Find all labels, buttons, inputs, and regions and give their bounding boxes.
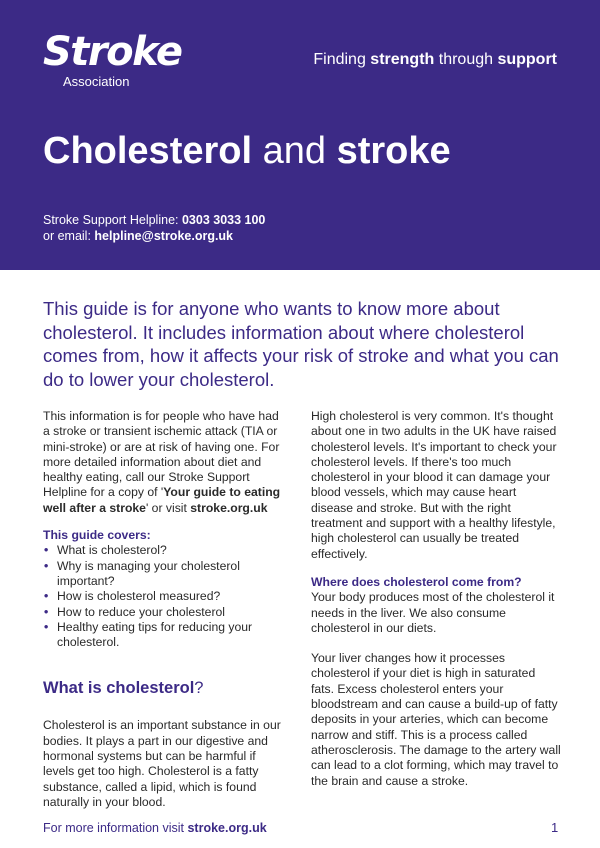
stroke-association-logo[interactable]	[43, 29, 182, 89]
bullet-icon: •	[44, 619, 49, 634]
header-banner	[0, 0, 600, 270]
intro-paragraph: This guide is for anyone who wants to know more about cholesterol. It includes information about where cholesterol comes from, how it affects your risk of stroke and what you can do to lower your cholesterol.	[43, 298, 559, 390]
section-heading: What is cholesterol?	[43, 679, 204, 698]
tagline: Finding strength through support	[313, 51, 557, 68]
helpline-email-link[interactable]: helpline@stroke.org.uk	[94, 229, 234, 243]
prevalence-paragraph: High cholesterol is very common. It's thought about one in two adults in the UK have raised cholesterol levels. It's important to check your cholesterol levels. If there's too much cholesterol in your blood it can damage your blood vessels, which may cause heart disease and stroke. But with the right treatment and support with a healthy lifestyle, high cholesterol can usually be treated effectively.	[311, 409, 557, 561]
sources-heading: Where does cholesterol come from?	[311, 574, 522, 589]
bullet-icon: •	[44, 543, 49, 558]
website-link[interactable]: stroke.org.uk	[190, 500, 268, 515]
list-item: • Why is managing your cholesterol important?	[44, 558, 240, 588]
left-column	[43, 409, 288, 810]
covers-heading: This guide covers:	[43, 528, 151, 543]
bullet-icon: •	[44, 589, 49, 604]
right-column	[311, 409, 561, 789]
page-number: 1	[551, 820, 559, 835]
helpline-info: Stroke Support Helpline: 0303 3033 100 or email: helpline@stroke.org.uk	[43, 213, 266, 243]
sources-paragraph: Your body produces most of the cholesterol it needs in the liver. We also consume cholesterol in our diets.	[311, 590, 555, 635]
page-title: Cholesterol and stroke	[43, 130, 451, 172]
footer: For more information visit stroke.org.uk	[43, 821, 267, 835]
list-item: • How is cholesterol measured?	[44, 589, 221, 604]
list-item: • Healthy eating tips for reducing your cholesterol.	[44, 619, 253, 650]
liver-paragraph: Your liver changes how it processes cholesterol if your diet is high in saturated fats. Excess cholesterol enters your bloodstream and can cause a build-up of fatty deposits in your arteries, which can become narrow and stiff. This is a process called atherosclerosis. The damage to the artery wall can lead to a clot forming, which may travel to the brain and cause a stroke.	[311, 651, 561, 788]
logo-subtitle: Association	[63, 74, 130, 89]
audience-paragraph: This information is for people who have had a stroke or transient ischemic attack (TIA or mini-stroke) or are at risk of having one. For more detailed information about diet and healthy eating, call our Stroke Support Helpline for a copy of 'Your guide to eating well after a stroke' or visit stroke.org.uk	[43, 409, 281, 515]
bullet-icon: •	[44, 558, 49, 573]
footer-link[interactable]: stroke.org.uk	[187, 821, 267, 835]
covers-list	[43, 543, 288, 650]
list-item: • How to reduce your cholesterol	[44, 604, 226, 619]
logo-wordmark: Stroke	[43, 29, 182, 75]
bullet-icon: •	[44, 604, 49, 619]
helpline-number[interactable]: 0303 3033 100	[181, 213, 266, 227]
cholesterol-definition: Cholesterol is an important substance in our bodies. It plays a part in our digestive and hormonal systems but can be harmful if levels get too high. Cholesterol is a fatty substance, called a lipid, which is found naturally in your blood.	[43, 718, 281, 809]
list-item: • What is cholesterol?	[44, 543, 167, 558]
